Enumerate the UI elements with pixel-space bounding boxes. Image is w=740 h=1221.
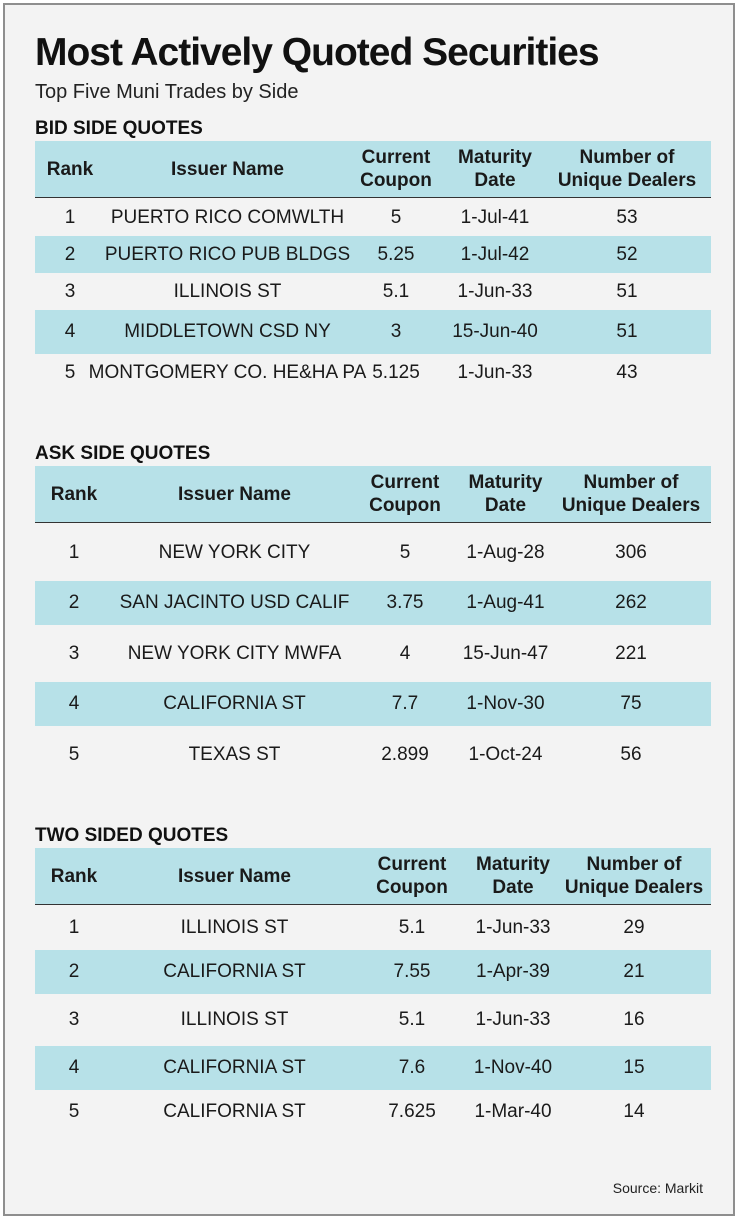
cell-coupon: 7.7 xyxy=(391,693,419,714)
column-header-maturity: Maturity Date xyxy=(458,147,532,191)
cell-issuer: ILLINOIS ST xyxy=(180,917,289,938)
cell-maturity: 1-Jun-33 xyxy=(457,361,533,383)
table-row xyxy=(35,354,711,391)
cell-coupon: 5.125 xyxy=(372,361,420,383)
table-row xyxy=(35,310,711,354)
table-header xyxy=(35,848,711,905)
table-row xyxy=(35,273,711,310)
section-title: ASK SIDE QUOTES xyxy=(35,443,211,464)
cell-dealers: 56 xyxy=(620,743,642,765)
cell-coupon: 5.1 xyxy=(398,1009,426,1030)
cell-maturity: 1-Nov-40 xyxy=(473,1057,553,1078)
table-row xyxy=(35,726,711,783)
source-note: Source: Markit xyxy=(612,1180,703,1196)
column-header-dealers: Number of Unique Dealers xyxy=(557,147,697,191)
column-header-maturity: Maturity Date xyxy=(476,854,550,898)
cell-rank: 1 xyxy=(64,206,76,228)
cell-coupon: 4 xyxy=(399,642,411,664)
cell-dealers: 262 xyxy=(615,592,647,613)
table-header xyxy=(35,466,711,523)
table-row xyxy=(35,236,711,273)
table-row xyxy=(35,1046,711,1090)
cell-rank: 3 xyxy=(64,280,76,302)
cell-dealers: 15 xyxy=(623,1057,645,1078)
infographic-frame xyxy=(3,3,735,1216)
cell-coupon: 7.625 xyxy=(388,1101,436,1122)
cell-maturity: 1-Nov-30 xyxy=(466,693,545,714)
cell-issuer: MONTGOMERY CO. HE&HA PA xyxy=(88,361,367,383)
cell-dealers: 16 xyxy=(623,1009,645,1030)
column-header-issuer: Issuer Name xyxy=(177,483,291,505)
cell-dealers: 221 xyxy=(615,642,647,664)
cell-coupon: 5.1 xyxy=(398,917,426,938)
cell-maturity: 1-Jun-33 xyxy=(475,1009,551,1030)
cell-maturity: 1-Apr-39 xyxy=(476,961,550,982)
table-row xyxy=(35,625,711,682)
cell-issuer: MIDDLETOWN CSD NY xyxy=(124,321,331,342)
cell-coupon: 3 xyxy=(390,321,402,342)
column-header-coupon: Current Coupon xyxy=(376,854,448,898)
cell-rank: 1 xyxy=(68,541,80,563)
cell-maturity: 1-Aug-28 xyxy=(466,541,545,563)
cell-maturity: 1-Oct-24 xyxy=(468,743,543,765)
cell-rank: 4 xyxy=(64,321,76,342)
cell-issuer: SAN JACINTO USD CALIF xyxy=(119,592,350,613)
table-row xyxy=(35,581,711,625)
cell-issuer: CALIFORNIA ST xyxy=(163,693,306,714)
column-header-rank: Rank xyxy=(46,158,94,180)
column-header-maturity: Maturity Date xyxy=(468,472,543,516)
cell-dealers: 306 xyxy=(615,541,647,563)
column-header-dealers: Number of Unique Dealers xyxy=(561,472,701,516)
column-header-issuer: Issuer Name xyxy=(170,158,284,180)
cell-maturity: 1-Mar-40 xyxy=(474,1101,552,1122)
cell-maturity: 15-Jun-40 xyxy=(452,321,538,342)
cell-dealers: 14 xyxy=(623,1101,645,1122)
column-header-dealers: Number of Unique Dealers xyxy=(564,854,704,898)
cell-rank: 5 xyxy=(68,1101,80,1122)
table-header xyxy=(35,141,711,198)
cell-rank: 4 xyxy=(68,693,80,714)
cell-coupon: 7.6 xyxy=(398,1057,426,1078)
cell-issuer: NEW YORK CITY xyxy=(158,541,311,563)
cell-rank: 5 xyxy=(64,361,76,383)
cell-maturity: 1-Aug-41 xyxy=(466,592,545,613)
cell-coupon: 5.25 xyxy=(377,243,415,265)
cell-maturity: 1-Jul-42 xyxy=(460,243,530,265)
table-row xyxy=(35,994,711,1046)
cell-rank: 2 xyxy=(64,243,76,265)
table-row xyxy=(35,1090,711,1134)
cell-maturity: 1-Jun-33 xyxy=(475,917,551,938)
table-row xyxy=(35,199,711,236)
cell-rank: 2 xyxy=(68,961,80,982)
table-row xyxy=(35,906,711,950)
section-title: BID SIDE QUOTES xyxy=(35,118,203,139)
cell-issuer: TEXAS ST xyxy=(188,743,281,765)
cell-rank: 4 xyxy=(68,1057,80,1078)
column-header-coupon: Current Coupon xyxy=(360,147,432,191)
cell-dealers: 51 xyxy=(616,321,638,342)
cell-rank: 5 xyxy=(68,743,80,765)
cell-coupon: 5.1 xyxy=(382,280,410,302)
cell-issuer: CALIFORNIA ST xyxy=(163,1057,306,1078)
cell-issuer: PUERTO RICO PUB BLDGS xyxy=(104,243,351,265)
cell-coupon: 5 xyxy=(390,206,402,228)
cell-dealers: 43 xyxy=(616,361,638,383)
column-header-issuer: Issuer Name xyxy=(177,865,291,887)
page-subtitle: Top Five Muni Trades by Side xyxy=(35,81,299,103)
cell-rank: 2 xyxy=(68,592,80,613)
cell-dealers: 51 xyxy=(616,280,638,302)
table-row xyxy=(35,682,711,726)
section-title: TWO SIDED QUOTES xyxy=(35,825,229,846)
cell-coupon: 7.55 xyxy=(393,961,431,982)
column-header-rank: Rank xyxy=(50,865,98,887)
cell-coupon: 3.75 xyxy=(386,592,424,613)
cell-dealers: 29 xyxy=(623,917,645,938)
cell-maturity: 1-Jul-41 xyxy=(460,206,530,228)
cell-dealers: 75 xyxy=(620,693,642,714)
cell-dealers: 53 xyxy=(616,206,638,228)
cell-issuer: CALIFORNIA ST xyxy=(163,961,306,982)
cell-coupon: 2.899 xyxy=(381,743,429,765)
cell-issuer: CALIFORNIA ST xyxy=(163,1101,306,1122)
cell-issuer: ILLINOIS ST xyxy=(173,280,282,302)
cell-dealers: 52 xyxy=(616,243,638,265)
table-row xyxy=(35,950,711,994)
column-header-rank: Rank xyxy=(50,483,98,505)
cell-issuer: ILLINOIS ST xyxy=(180,1009,289,1030)
cell-coupon: 5 xyxy=(399,541,411,563)
cell-maturity: 1-Jun-33 xyxy=(457,280,533,302)
cell-issuer: PUERTO RICO COMWLTH xyxy=(110,206,345,228)
cell-rank: 3 xyxy=(68,642,80,664)
cell-rank: 1 xyxy=(68,917,80,938)
cell-dealers: 21 xyxy=(623,961,645,982)
page-title: Most Actively Quoted Securities xyxy=(35,31,599,74)
cell-maturity: 15-Jun-47 xyxy=(462,642,549,664)
cell-rank: 3 xyxy=(68,1009,80,1030)
cell-issuer: NEW YORK CITY MWFA xyxy=(127,642,342,664)
column-header-coupon: Current Coupon xyxy=(369,472,441,516)
table-row xyxy=(35,524,711,581)
